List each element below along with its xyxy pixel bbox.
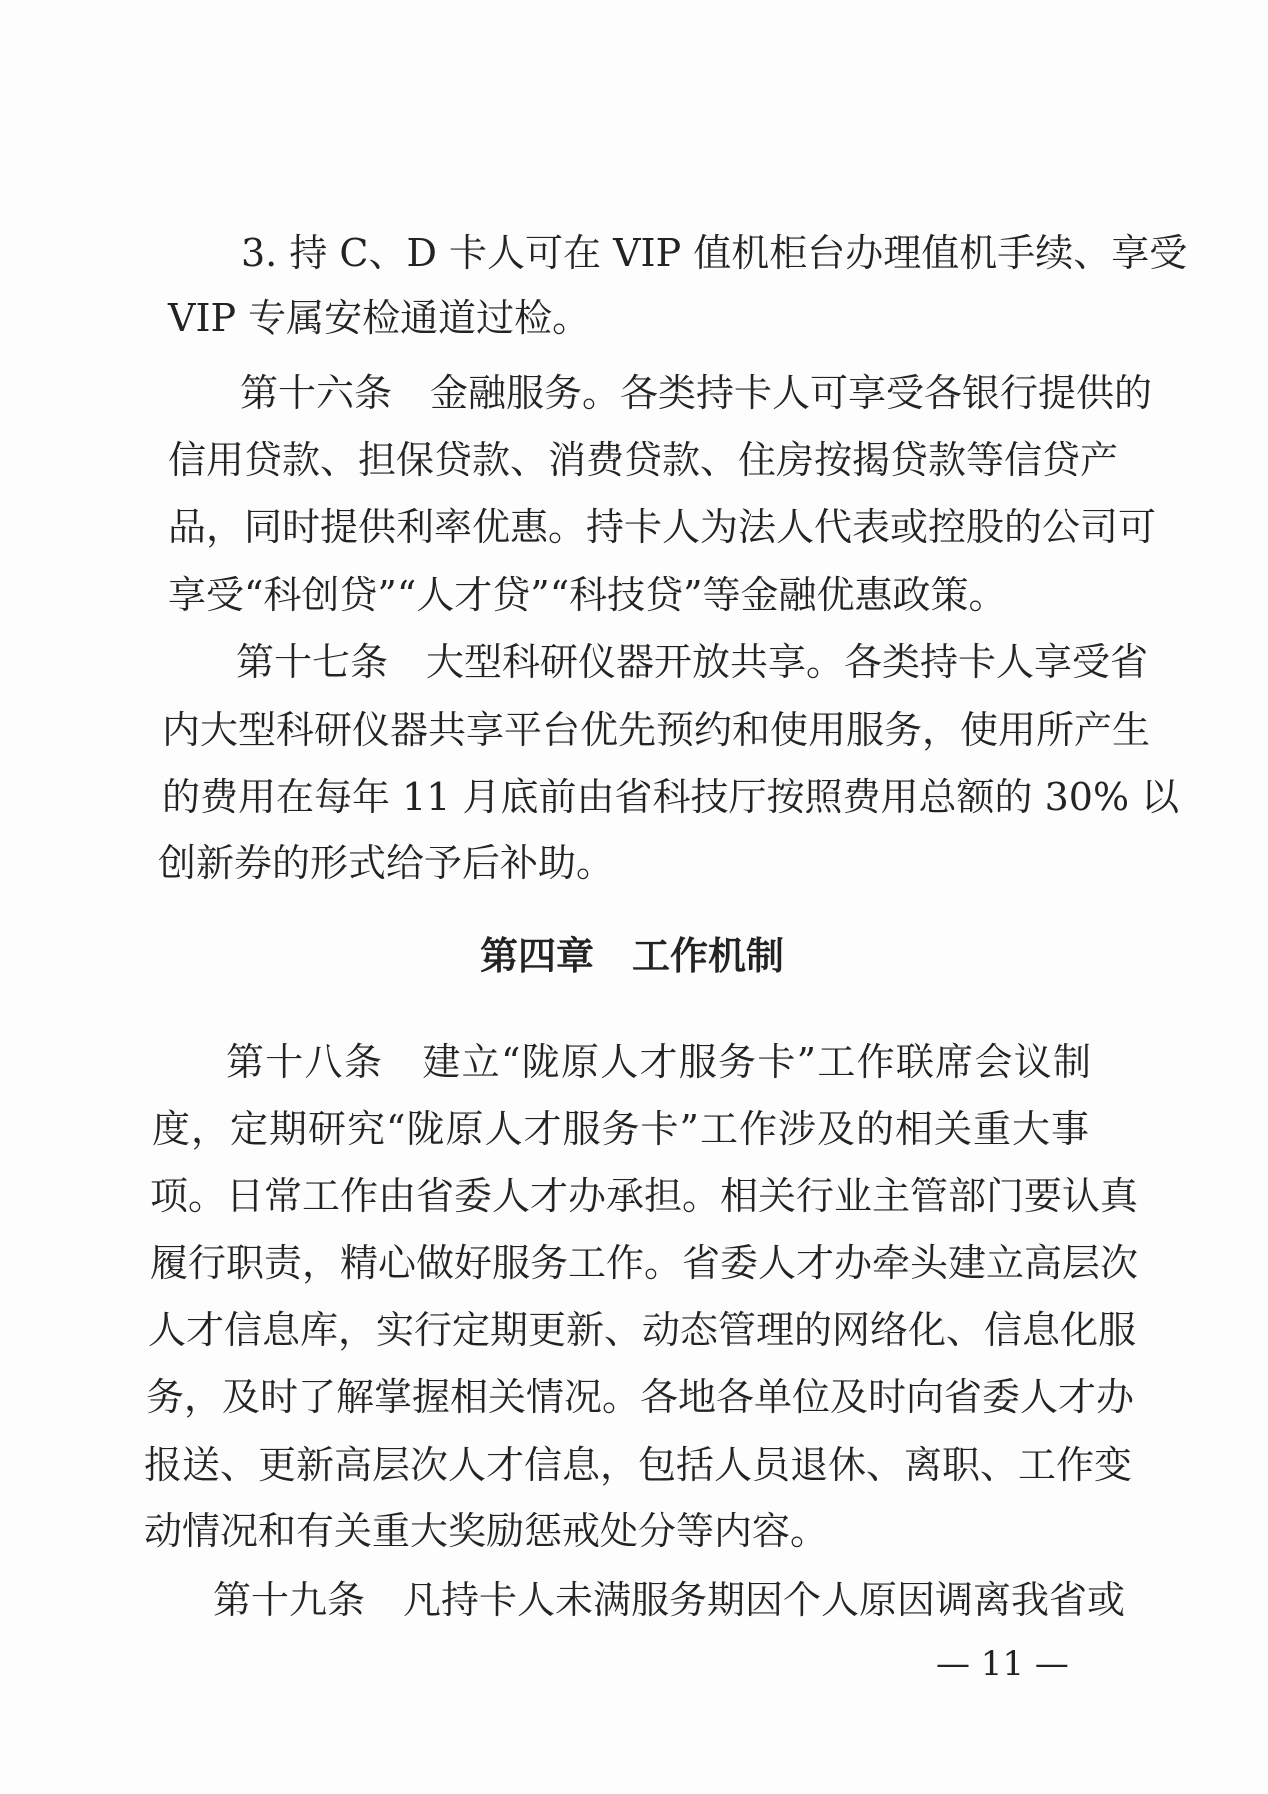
text-line: 第十八条 建立“陇原人才服务卡”工作联席会议制	[226, 1040, 1091, 1084]
text-line: 报送、更新高层次人才信息，包括人员退休、离职、工作变	[144, 1443, 1133, 1487]
text-line: 人才信息库，实行定期更新、动态管理的网络化、信息化服	[148, 1308, 1137, 1352]
text-line: 的费用在每年 11 月底前由省科技厅按照费用总额的 30% 以	[162, 775, 1180, 819]
text-line: 3. 持 C、D 卡人可在 VIP 值机柜台办理值机手续、享受	[241, 231, 1188, 275]
text-line: 享受“科创贷”“人才贷”“科技贷”等金融优惠政策。	[168, 573, 1007, 617]
text-line: VIP 专属安检通道过检。	[168, 296, 591, 340]
text-line: 第十六条 金融服务。各类持卡人可享受各银行提供的	[240, 371, 1153, 415]
text-line: 动情况和有关重大奖励惩戒处分等内容。	[144, 1509, 829, 1553]
text-line: 履行职责，精心做好服务工作。省委人才办牵头建立高层次	[150, 1241, 1139, 1285]
page-number: — 11 —	[936, 1644, 1069, 1684]
text-line: 第十九条 凡持卡人未满服务期因个人原因调离我省或	[213, 1578, 1126, 1622]
text-line: 项。日常工作由省委人才办承担。相关行业主管部门要认真	[150, 1174, 1139, 1218]
text-line: 度，定期研究“陇原人才服务卡”工作涉及的相关重大事	[152, 1107, 1089, 1151]
text-line: 创新券的形式给予后补助。	[158, 841, 615, 885]
text-line: 务，及时了解掌握相关情况。各地各单位及时向省委人才办	[146, 1375, 1135, 1419]
text-line: 第十七条 大型科研仪器开放共享。各类持卡人享受省	[236, 640, 1149, 684]
chapter-title: 第四章 工作机制	[480, 934, 785, 978]
text-line: 信用贷款、担保贷款、消费贷款、住房按揭贷款等信贷产	[168, 438, 1119, 482]
text-line: 内大型科研仪器共享平台优先预约和使用服务，使用所产生	[162, 708, 1151, 752]
text-line: 品，同时提供利率优惠。持卡人为法人代表或控股的公司可	[168, 505, 1157, 549]
